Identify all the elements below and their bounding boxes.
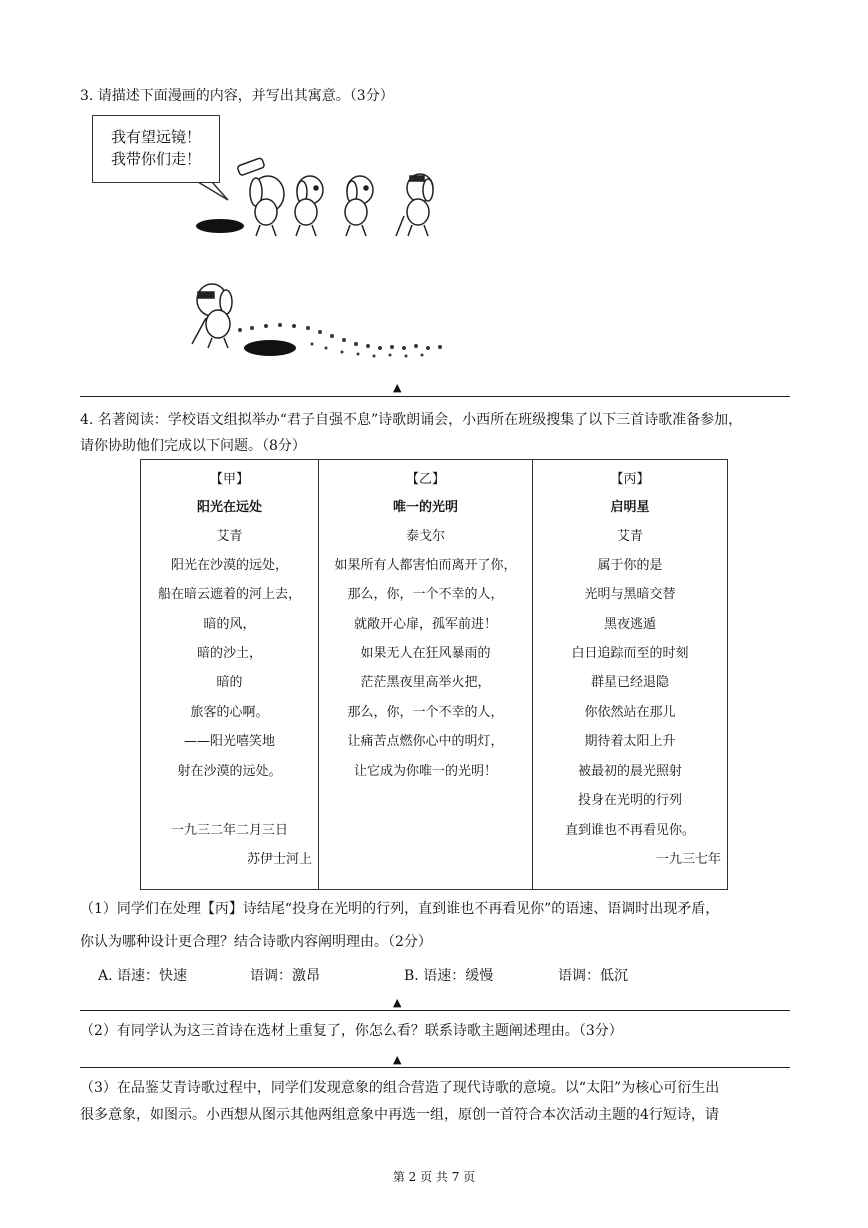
poem-line: 直到谁也不再看见你。: [564, 823, 695, 838]
poem-line: 阳光在沙漠的远处，: [170, 558, 288, 573]
poem-line: 如果无人在狂风暴雨的: [360, 646, 491, 661]
poem-line: 就敞开心扉，孤军前进！: [353, 617, 497, 632]
poem-author: 泰戈尔: [405, 529, 445, 544]
option-b-tone: 语调：低沉: [558, 968, 628, 984]
dog-follower-2: [345, 176, 373, 236]
option-a-tone: 语调：激昂: [250, 968, 320, 984]
poem-line: 群星已经退隐: [590, 675, 669, 690]
poem-line: 暗的: [216, 675, 243, 690]
poem-place: 苏伊士河上: [246, 852, 312, 867]
poem-bing: [533, 460, 727, 889]
q3-prompt: 3. 请描述下面漫画的内容，并写出其寓意。（3分）: [80, 88, 394, 104]
poem-line: 白日追踪而至的时刻: [571, 646, 689, 661]
poem-line: 射在沙漠的远处。: [177, 764, 282, 779]
poem-date: 一九三二年二月三日: [170, 823, 288, 838]
poem-line: 暗的风，: [203, 617, 256, 632]
q4-intro-line2: 请你协助他们完成以下问题。（8分）: [80, 438, 306, 454]
poem-line: 那么，你，一个不幸的人，: [347, 587, 504, 602]
poem-date: 一九三七年: [655, 852, 721, 867]
poem-line: 旅客的心啊。: [190, 705, 269, 720]
dog-follower-1: [295, 176, 323, 236]
speech-bubble: [92, 115, 220, 183]
poem-title: 唯一的光明: [392, 500, 458, 515]
poem-line: 如果所有人都害怕而离开了你，: [334, 558, 517, 573]
blind-dog-with-cane: [192, 284, 232, 348]
poem-label: 【丙】: [610, 472, 650, 487]
poem-label: 【甲】: [209, 472, 249, 487]
q4-sub3-line2: 很多意象，如图示。小西想从图示其他两组意象中再选一组，原创一首符合本次活动主题的4行短诗，请: [80, 1107, 719, 1123]
poem-line: ——阳光嘻笑地: [183, 734, 275, 749]
poem-line: 光明与黑暗交替: [584, 587, 676, 602]
poem-author: 艾青: [216, 529, 243, 544]
q4-intro-line1: 4. 名著阅读：学校语文组拟举办“君子自强不息”诗歌朗诵会，小西所在班级搜集了以下三首诗歌准备参加，: [80, 412, 743, 428]
option-b-speed: B. 语速：缓慢: [404, 968, 494, 984]
poem-line: 船在暗云遮着的河上去，: [157, 587, 301, 602]
poem-line: 黑夜逃遁: [603, 617, 656, 632]
poem-line: 让痛苦点燃你心中的明灯，: [347, 734, 504, 749]
poem-author: 艾青: [616, 529, 643, 544]
answer-marker-sub1: ▲: [393, 996, 402, 1009]
poem-line: 让它成为你唯一的光明！: [353, 764, 497, 779]
q4-sub1-line1: （1）同学们在处理【丙】诗结尾“投身在光明的行列，直到谁也不再看见你”的语速、语调时出现矛盾，: [80, 901, 720, 917]
option-a-speed: A. 语速：快速: [98, 968, 188, 984]
dog-with-telescope: [237, 158, 284, 236]
poem-line: 投身在光明的行列: [577, 793, 682, 808]
poem-line: 那么，你，一个不幸的人，: [347, 705, 504, 720]
poem-line: 属于你的是: [597, 558, 663, 573]
poem-table: [140, 459, 728, 890]
poem-label: 【乙】: [405, 472, 445, 487]
poem-line: 茫茫黑夜里高举火把，: [360, 675, 491, 690]
q4-sub1-line2: 你认为哪种设计更合理？结合诗歌内容阐明理由。（2分）: [80, 934, 432, 950]
poem-title: 阳光在远处: [196, 500, 262, 515]
q4-sub3-line1: （3）在品鉴艾青诗歌过程中，同学们发现意象的组合营造了现代诗歌的意境。以“太阳”为核心可衍生出: [80, 1080, 720, 1096]
poem-jia: [141, 460, 318, 889]
page-footer: 第 2 页 共 7 页: [392, 1170, 476, 1184]
poem-line: 被最初的晨光照射: [577, 764, 682, 779]
poem-line: 你依然站在那儿: [584, 705, 676, 720]
answer-marker-sub2: ▲: [393, 1053, 402, 1066]
answer-line-sub1: [80, 1010, 790, 1011]
poem-title: 启明星: [610, 500, 650, 515]
poem-line: 期待着太阳上升: [584, 734, 676, 749]
dog-follower-3: [396, 174, 433, 236]
answer-line-q3: [80, 396, 790, 397]
poem-line: 暗的沙土，: [196, 646, 262, 661]
speech-line-2: 我带你们走！: [110, 150, 201, 168]
answer-marker-q3: ▲: [393, 381, 402, 394]
q4-sub2: （2）有同学认为这三首诗在选材上重复了，你怎么看？联系诗歌主题阐述理由。（3分）: [80, 1023, 623, 1039]
answer-line-sub2: [80, 1067, 790, 1068]
speech-line-1: 我有望远镜！: [110, 128, 201, 146]
poem-yi: [319, 460, 532, 889]
